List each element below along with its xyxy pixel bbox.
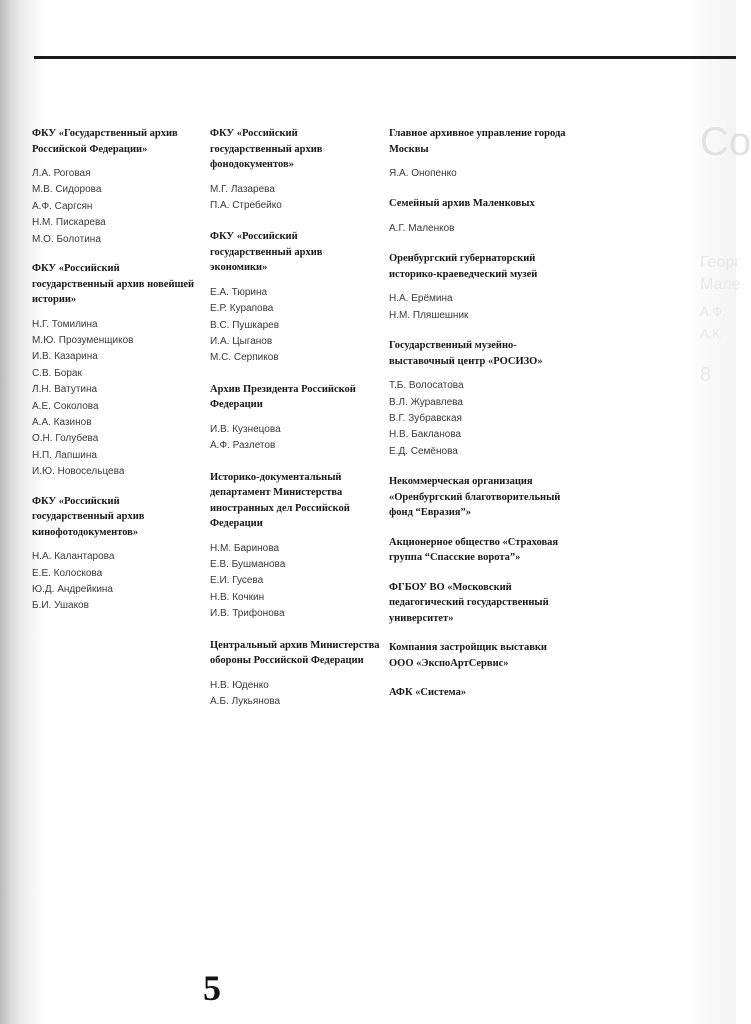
- person-name: М.О. Болотина: [32, 233, 101, 245]
- person-name: А.Б. Лукьянова: [210, 696, 281, 708]
- person-name: Н.В. Юденко: [210, 679, 269, 691]
- person-name: А.А. Казинов: [32, 416, 92, 428]
- bleed-line: Мале: [700, 276, 741, 293]
- person-name: В.С. Пушкарев: [210, 319, 280, 331]
- person-name: А.Ф. Разлетов: [210, 440, 276, 452]
- person-list: [210, 285, 380, 367]
- person-name: Н.П. Лапшина: [32, 449, 97, 461]
- person-name: Н.В. Кочкин: [210, 591, 265, 603]
- person-list: [389, 291, 569, 324]
- organization-name: Оренбургский губернаторский историко-краеведческий музей: [389, 253, 538, 280]
- person-name: И.В. Кузнецова: [210, 423, 281, 435]
- person-name: С.В. Борак: [32, 367, 82, 379]
- organization-block: [32, 126, 204, 248]
- person-name: Е.Д. Семёнова: [389, 445, 458, 457]
- person-name: Я.А. Онопенко: [389, 168, 457, 179]
- organization-block: [389, 580, 569, 627]
- person-name: Н.А. Калантарова: [32, 551, 115, 563]
- person-list: [32, 549, 204, 615]
- organization-block: [389, 535, 569, 566]
- person-list: [389, 166, 569, 182]
- organization-name: Государственный музейно-выставочный центр «РОСИЗО»: [389, 340, 543, 367]
- person-name: В.Л. Журавлева: [389, 396, 463, 408]
- person-name: А.Е. Соколова: [32, 400, 99, 412]
- person-list: [210, 541, 380, 623]
- person-list: [389, 378, 569, 460]
- top-rule: [34, 56, 736, 59]
- person-list: [389, 221, 569, 237]
- organization-name: ФГБОУ ВО «Московский педагогический государственный университет»: [389, 581, 549, 624]
- person-name: М.С. Серпиков: [210, 352, 279, 364]
- organization-block: [389, 474, 569, 521]
- organization-name: Главное архивное управление города Москвы: [389, 128, 566, 155]
- organization-block: [389, 196, 569, 237]
- organization-name: АФК «Система»: [389, 687, 467, 699]
- organization-name: ФКУ «Российский государственный архив фонодокументов»: [210, 128, 323, 170]
- organization-block: [210, 470, 380, 623]
- organization-block: [389, 338, 569, 460]
- person-list: [32, 166, 204, 248]
- person-name: Ю.Д. Андрейкина: [32, 583, 113, 595]
- person-name: И.В. Казарина: [32, 351, 98, 363]
- person-name: В.Г. Зубравская: [389, 412, 462, 424]
- organization-block: [389, 640, 569, 671]
- person-name: П.А. Стребейко: [210, 199, 282, 211]
- organization-block: [32, 261, 204, 481]
- organization-name: ФКУ «Российский государственный архив экономики»: [210, 231, 323, 274]
- organization-name: Семейный архив Маленковых: [389, 198, 535, 210]
- person-name: М.В. Сидорова: [32, 184, 102, 196]
- bleed-line: А.Ф.: [700, 304, 726, 319]
- organization-block: [210, 638, 380, 711]
- facing-page-bleed: [684, 120, 751, 400]
- person-list: [210, 678, 380, 711]
- organization-name: Некоммерческая организация «Оренбургский благотворительный фонд “Евразия”»: [389, 476, 561, 519]
- person-name: М.Г. Лазарева: [210, 183, 275, 195]
- organization-name: ФКУ «Российский государственный архив новейшей истории»: [32, 263, 195, 306]
- person-name: Н.Г. Томилина: [32, 318, 98, 330]
- person-list: [210, 182, 380, 215]
- person-name: И.В. Трифонова: [210, 608, 285, 620]
- organization-name: Историко-документальный департамент Министерства иностранных дел Российской Федерации: [210, 471, 350, 530]
- organization-block: [210, 382, 380, 455]
- person-name: Е.Е. Колоскова: [32, 567, 103, 579]
- organization-block: [389, 251, 569, 324]
- person-name: Л.Н. Ватутина: [32, 384, 98, 396]
- organization-block: [389, 685, 569, 701]
- person-name: Е.А. Тюрина: [210, 286, 268, 298]
- page-number: 5: [203, 968, 221, 1008]
- organization-name: Компания застройщик выставки ООО «ЭкспоАртСервис»: [389, 642, 547, 669]
- bleed-line: А.К.: [700, 326, 724, 341]
- organization-block: [210, 229, 380, 367]
- person-name: Н.В. Бакланова: [389, 429, 462, 441]
- person-name: О.Н. Голубева: [32, 433, 99, 445]
- organization-name: ФКУ «Государственный архив Российской Федерации»: [32, 128, 178, 155]
- person-list: [210, 422, 380, 455]
- person-name: Т.Б. Волосатова: [389, 380, 464, 392]
- person-name: М.Ю. Прозуменщиков: [32, 334, 134, 346]
- column-1: [32, 126, 204, 628]
- column-3: [389, 126, 569, 715]
- person-name: Е.В. Бушманова: [210, 559, 286, 571]
- person-name: Н.М. Баринова: [210, 542, 280, 554]
- bleed-line: 8: [700, 364, 712, 386]
- column-2: [210, 126, 380, 726]
- organization-name: Центральный архив Министерства обороны Российской Федерации: [210, 639, 380, 667]
- person-name: Б.И. Ушаков: [32, 600, 89, 612]
- person-name: Н.А. Ерёмина: [389, 293, 453, 305]
- person-name: И.А. Цыганов: [210, 336, 273, 348]
- organization-name: ФКУ «Российский государственный архив кинофотодокументов»: [32, 495, 145, 538]
- person-name: Л.А. Роговая: [32, 168, 91, 179]
- bleed-title: Со: [700, 120, 751, 164]
- person-name: И.Ю. Новосельцева: [32, 466, 125, 478]
- organization-block: [32, 494, 204, 615]
- person-name: Н.М. Пискарева: [32, 217, 106, 229]
- person-name: Н.М. Пляшешник: [389, 309, 469, 321]
- person-name: А.Ф. Саргсян: [32, 200, 93, 212]
- organization-name: Архив Президента Российской Федерации: [210, 383, 356, 411]
- organization-block: [210, 126, 380, 214]
- person-name: Е.И. Гусева: [210, 575, 264, 587]
- person-name: А.Г. Маленков: [389, 222, 455, 234]
- person-list: [32, 317, 204, 481]
- bleed-line: Георг: [700, 254, 741, 271]
- organization-name: Акционерное общество «Страховая группа “Спасские ворота”»: [389, 536, 559, 564]
- person-name: Е.Р. Курапова: [210, 303, 274, 315]
- organization-block: [389, 126, 569, 182]
